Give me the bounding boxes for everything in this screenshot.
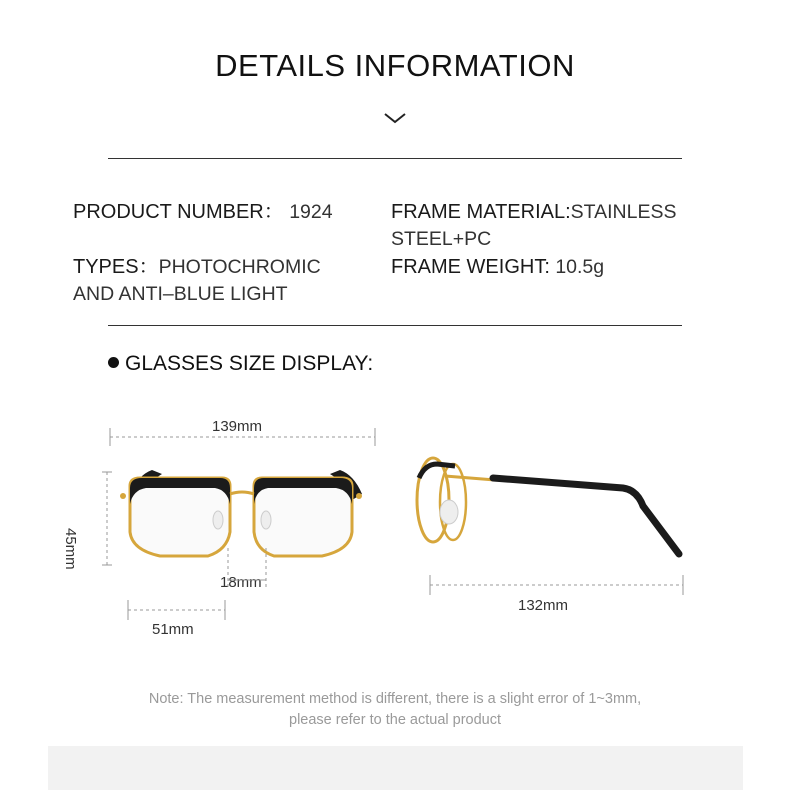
product-number-label: PRODUCT NUMBER： (73, 201, 284, 223)
chevron-down-icon (382, 110, 408, 126)
footer-band (48, 746, 743, 790)
total-width-label: 139mm (212, 418, 263, 435)
glasses-side-view (405, 450, 695, 610)
bottom-divider (108, 325, 682, 326)
types-row (73, 254, 321, 308)
product-number-value: 1924 (289, 201, 333, 223)
note-line-2: please refer to the actual product (289, 712, 501, 728)
lens-height-label: 45mm (62, 528, 79, 570)
types-value: PHOTOCHROMIC (158, 256, 321, 278)
product-number-row (73, 199, 333, 226)
types-label: TYPES： (73, 256, 159, 278)
bridge-width-label: 18mm (220, 574, 262, 591)
frame-weight-value: 10.5g (555, 256, 605, 278)
frame-weight-label: FRAME WEIGHT: (391, 256, 550, 278)
frame-weight-row (391, 254, 604, 281)
bullet-icon (108, 357, 119, 368)
lens-width-label: 51mm (152, 621, 194, 638)
temple-length-label: 132mm (518, 597, 569, 614)
size-section-heading (108, 352, 373, 376)
top-divider (108, 158, 682, 159)
types-value-cont: AND ANTI–BLUE LIGHT (73, 283, 288, 305)
size-section-title: GLASSES SIZE DISPLAY: (125, 352, 374, 375)
measurement-note (0, 689, 790, 731)
frame-material-row (391, 199, 677, 253)
frame-material-value: STAINLESS (570, 201, 677, 223)
note-line-1: Note: The measurement method is different, there is a slight error of 1~3mm, (148, 691, 642, 707)
frame-material-value-cont: STEEL+PC (391, 228, 492, 250)
frame-material-label: FRAME MATERIAL: (391, 201, 571, 223)
page-title: DETAILS INFORMATION (215, 48, 575, 83)
glasses-front-view (90, 420, 390, 650)
